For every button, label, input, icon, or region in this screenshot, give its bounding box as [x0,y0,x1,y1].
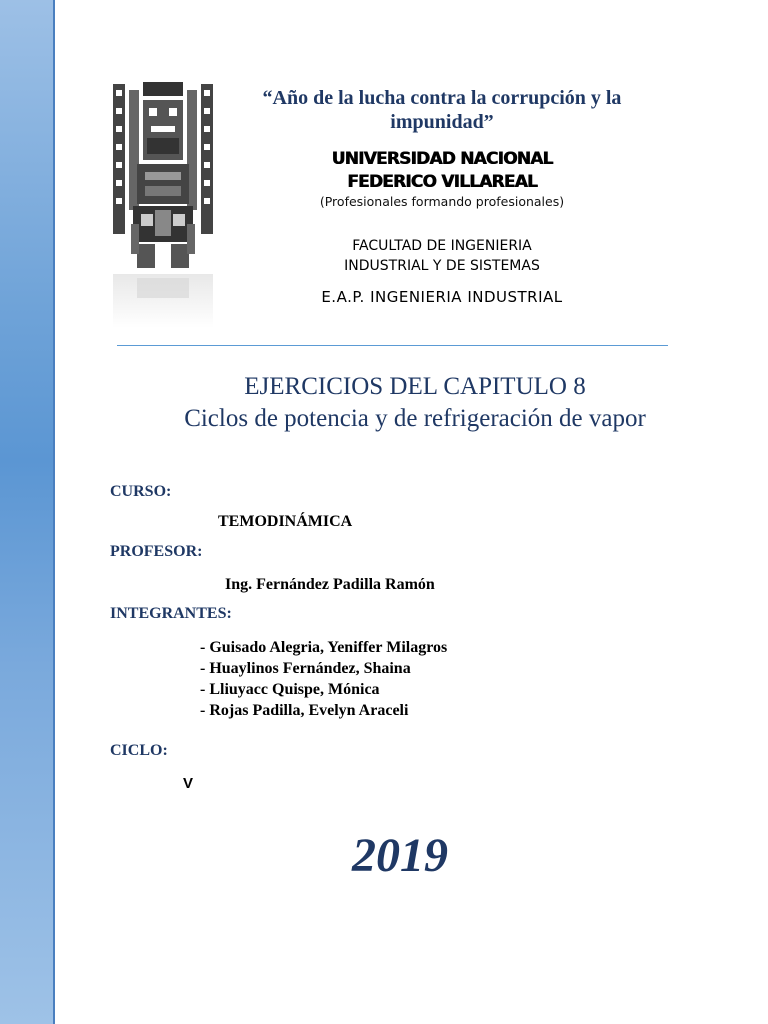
faculty-name [232,236,652,276]
year: 2019 [352,829,448,882]
document-subtitle: Ciclos de potencia y de refrigeración de vapor [184,405,646,432]
university-slogan: (Profesionales formando profesionales) [319,194,565,209]
university-name [232,148,652,194]
university-emblem-icon [107,78,219,328]
left-decorative-band [0,0,53,1024]
university-name-line2: FEDERICO VILLAREAL [347,172,537,192]
member-item: - Rojas Padilla, Evelyn Araceli [200,702,409,719]
member-item: - Guisado Alegria, Yeniffer Milagros [200,639,448,656]
document-title: EJERCICIOS DEL CAPITULO 8 [244,373,586,400]
member-item: - Lliuyacc Quispe, Mónica [200,681,380,698]
cycle-label: CICLO: [110,742,168,759]
university-name-line1: UNIVERSIDAD NACIONAL [331,149,553,169]
school-name: E.A.P. INGENIERIA INDUSTRIAL [321,288,563,306]
member-item: - Huaylinos Fernández, Shaina [200,660,411,677]
members-label: INTEGRANTES: [110,605,232,622]
professor-value: Ing. Fernández Padilla Ramón [225,576,435,593]
course-label: CURSO: [110,483,172,500]
motto-heading: “Año de la lucha contra la corrupción y la impunidad” [262,87,622,133]
members-list [200,637,447,721]
professor-label: PROFESOR: [110,543,203,560]
course-value: TEMODINÁMICA [218,513,353,530]
cycle-value: V [183,775,194,792]
faculty-name-line1: FACULTAD DE INGENIERIA [352,238,532,254]
faculty-name-line2: INDUSTRIAL Y DE SISTEMAS [344,258,540,274]
left-vertical-rule [53,0,55,1024]
divider-line [117,345,668,346]
